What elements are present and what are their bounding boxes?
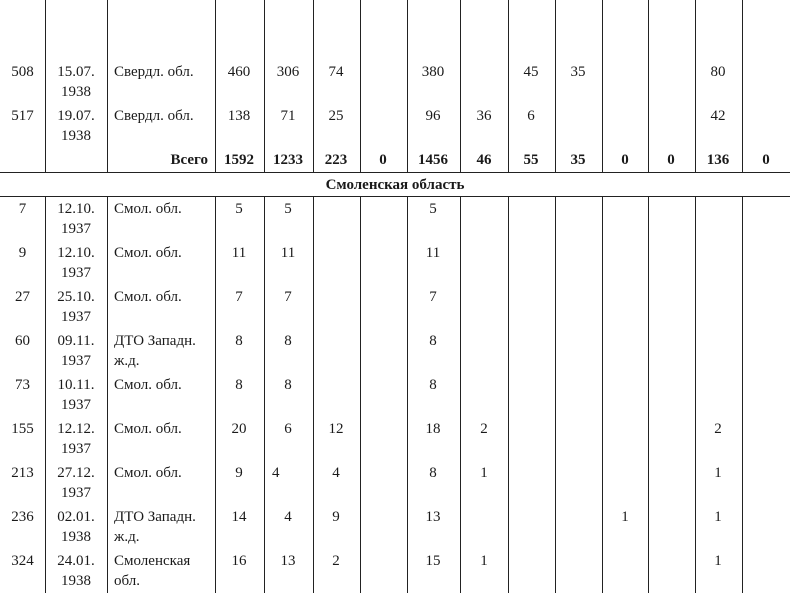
row-rule <box>0 172 790 173</box>
column-rule <box>555 0 556 172</box>
value-cell: 1 <box>621 509 629 525</box>
column-rule <box>695 197 696 593</box>
column-rule <box>313 0 314 172</box>
total-value: 0 <box>667 152 675 168</box>
row-date: 1937 <box>61 441 91 457</box>
row-number: 508 <box>11 64 34 80</box>
column-rule <box>695 0 696 172</box>
row-place: обл. <box>114 573 140 589</box>
value-cell: 1 <box>714 509 722 525</box>
value-cell: 6 <box>284 421 292 437</box>
value-cell: 25 <box>328 108 344 124</box>
column-rule <box>264 0 265 172</box>
total-value: 55 <box>523 152 539 168</box>
total-value: 46 <box>476 152 492 168</box>
value-cell: 18 <box>425 421 441 437</box>
value-cell: 80 <box>710 64 726 80</box>
total-value: 1233 <box>273 152 303 168</box>
value-cell: 5 <box>284 201 292 217</box>
row-place: Смол. обл. <box>114 377 182 393</box>
value-cell: 71 <box>280 108 296 124</box>
row-date: 1937 <box>61 397 91 413</box>
value-cell: 4 <box>272 465 280 481</box>
value-cell: 2 <box>332 553 340 569</box>
total-value: 1456 <box>418 152 448 168</box>
row-number: 9 <box>18 245 27 261</box>
row-date: 19.07. <box>57 108 95 124</box>
row-date: 1937 <box>61 221 91 237</box>
row-number: 213 <box>11 465 34 481</box>
row-place: ДТО Западн. <box>114 509 196 525</box>
row-place: Смол. обл. <box>114 465 182 481</box>
row-date: 1937 <box>61 309 91 325</box>
row-number: 324 <box>11 553 34 569</box>
row-number: 27 <box>15 289 30 305</box>
value-cell: 8 <box>235 333 243 349</box>
value-cell: 9 <box>332 509 340 525</box>
section-title: Смоленская область <box>325 177 465 193</box>
column-rule <box>602 0 603 172</box>
column-rule <box>648 0 649 172</box>
value-cell: 2 <box>480 421 488 437</box>
value-cell: 8 <box>284 377 292 393</box>
value-cell: 13 <box>280 553 296 569</box>
column-rule <box>360 197 361 593</box>
row-number: 60 <box>15 333 30 349</box>
column-rule <box>360 0 361 172</box>
row-number: 155 <box>11 421 34 437</box>
row-place: Смол. обл. <box>114 289 182 305</box>
column-rule <box>313 197 314 593</box>
total-value: 0 <box>379 152 387 168</box>
value-cell: 5 <box>235 201 243 217</box>
value-cell: 306 <box>276 64 300 80</box>
row-place: Свердл. обл. <box>114 64 194 80</box>
value-cell: 96 <box>425 108 441 124</box>
row-date: 25.10. <box>57 289 95 305</box>
value-cell: 11 <box>425 245 441 261</box>
value-cell: 42 <box>710 108 726 124</box>
total-value: 0 <box>621 152 629 168</box>
total-value: 136 <box>706 152 730 168</box>
value-cell: 8 <box>284 333 292 349</box>
column-rule <box>407 197 408 593</box>
column-rule <box>602 197 603 593</box>
row-date: 12.10. <box>57 245 95 261</box>
column-rule <box>742 197 743 593</box>
value-cell: 138 <box>227 108 251 124</box>
row-place: ДТО Западн. <box>114 333 196 349</box>
row-date: 10.11. <box>57 377 95 393</box>
row-date: 1938 <box>61 529 91 545</box>
row-date: 1938 <box>61 84 91 100</box>
row-place: Смоленская <box>114 553 191 569</box>
value-cell: 7 <box>429 289 437 305</box>
row-date: 12.10. <box>57 201 95 217</box>
value-cell: 1 <box>480 465 488 481</box>
value-cell: 4 <box>284 509 292 525</box>
value-cell: 8 <box>429 333 437 349</box>
column-rule <box>460 197 461 593</box>
value-cell: 7 <box>284 289 292 305</box>
value-cell: 8 <box>429 465 437 481</box>
row-date: 1937 <box>61 353 91 369</box>
row-place: ж.д. <box>114 529 140 545</box>
row-place: ж.д. <box>114 353 140 369</box>
value-cell: 8 <box>235 377 243 393</box>
row-number: 73 <box>15 377 30 393</box>
value-cell: 4 <box>332 465 340 481</box>
value-cell: 45 <box>523 64 539 80</box>
total-label: Всего <box>170 152 208 168</box>
row-date: 12.12. <box>57 421 95 437</box>
total-value: 35 <box>570 152 586 168</box>
value-cell: 6 <box>527 108 535 124</box>
row-date: 02.01. <box>57 509 95 525</box>
value-cell: 15 <box>425 553 441 569</box>
total-value: 0 <box>762 152 770 168</box>
value-cell: 12 <box>328 421 344 437</box>
value-cell: 74 <box>328 64 344 80</box>
value-cell: 20 <box>231 421 247 437</box>
column-rule <box>508 197 509 593</box>
row-date: 15.07. <box>57 64 95 80</box>
column-rule <box>215 0 216 172</box>
column-rule <box>742 0 743 172</box>
row-number: 517 <box>11 108 34 124</box>
row-number: 7 <box>18 201 27 217</box>
row-number: 236 <box>11 509 34 525</box>
value-cell: 8 <box>429 377 437 393</box>
value-cell: 35 <box>570 64 586 80</box>
column-rule <box>460 0 461 172</box>
row-place: Смол. обл. <box>114 245 182 261</box>
value-cell: 11 <box>231 245 247 261</box>
value-cell: 380 <box>421 64 445 80</box>
row-rule <box>0 196 790 197</box>
row-date: 1937 <box>61 265 91 281</box>
total-value: 1592 <box>224 152 254 168</box>
row-date: 09.11. <box>57 333 95 349</box>
row-date: 1937 <box>61 485 91 501</box>
column-rule <box>107 197 108 593</box>
row-date: 27.12. <box>57 465 95 481</box>
column-rule <box>555 197 556 593</box>
row-place: Свердл. обл. <box>114 108 194 124</box>
value-cell: 5 <box>429 201 437 217</box>
value-cell: 16 <box>231 553 247 569</box>
row-date: 1938 <box>61 128 91 144</box>
column-rule <box>107 0 108 172</box>
total-value: 223 <box>324 152 348 168</box>
value-cell: 1 <box>714 553 722 569</box>
row-place: Смол. обл. <box>114 421 182 437</box>
value-cell: 11 <box>280 245 296 261</box>
row-date: 1938 <box>61 573 91 589</box>
value-cell: 1 <box>480 553 488 569</box>
value-cell: 13 <box>425 509 441 525</box>
value-cell: 1 <box>714 465 722 481</box>
column-rule <box>508 0 509 172</box>
column-rule <box>648 197 649 593</box>
value-cell: 2 <box>714 421 722 437</box>
value-cell: 9 <box>235 465 243 481</box>
value-cell: 7 <box>235 289 243 305</box>
row-place: Смол. обл. <box>114 201 182 217</box>
column-rule <box>407 0 408 172</box>
value-cell: 14 <box>231 509 247 525</box>
value-cell: 460 <box>227 64 251 80</box>
value-cell: 36 <box>476 108 492 124</box>
row-date: 24.01. <box>57 553 95 569</box>
